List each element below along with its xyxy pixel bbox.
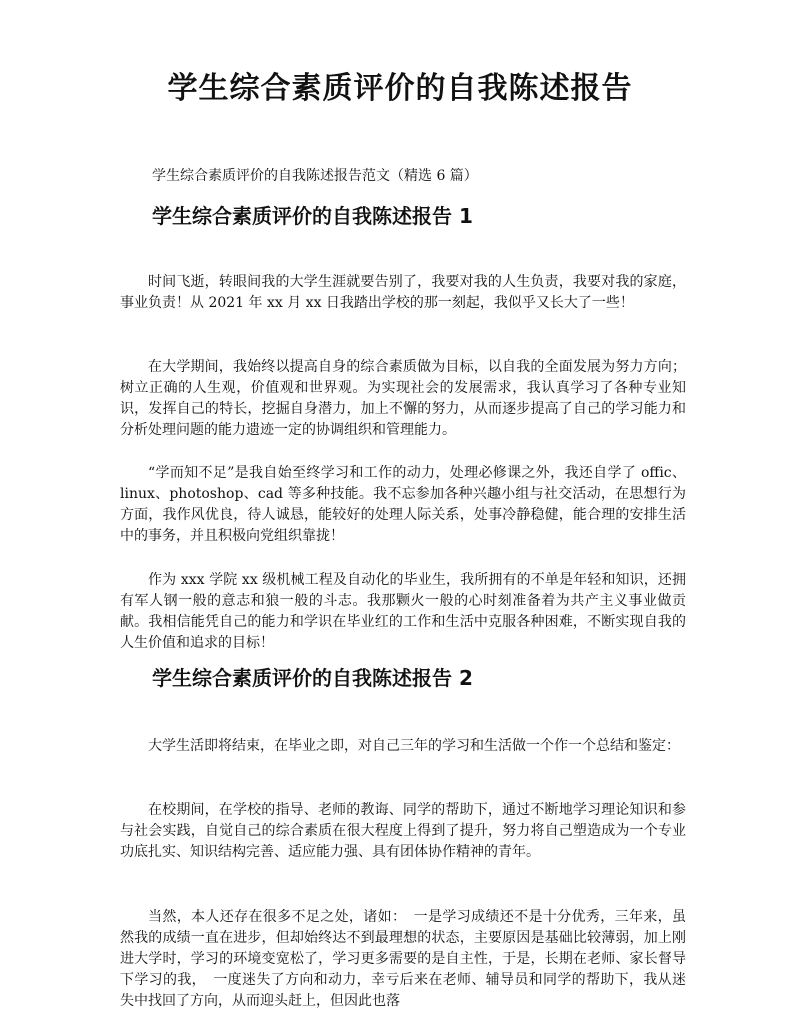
section-1-paragraph-1: 时间飞逝，转眼间我的大学生涯就要告别了，我要对我的人生负责，我要对我的家庭，事业负责！从 2021 年 xx 月 xx 日我踏出学校的那一刻起，我似乎又长大了一些！ [120,274,686,311]
section-1-paragraph-2: 在大学期间，我始终以提高自身的综合素质做为目标，以自我的全面发展为努力方向；树立正确的人生观，价值观和世界观。为实现社会的发展需求，我认真学习了各种专业知识，发挥自己的特长，挖掘自身潜力，加上不懈的努力，从而逐步提高了自己的学习能力和分析处理问题的能力遗迹一定的协调组织和管理能力。 [120,359,686,438]
section-heading-2: 学生综合素质评价的自我陈述报告 2 [152,666,473,690]
document-subtitle: 学生综合素质评价的自我陈述报告范文（精选 6 篇） [152,168,478,184]
section-2-paragraph-3: 当然，本人还存在很多不足之处，诸如： 一是学习成绩还不是十分优秀，三年来，虽然我的成绩一直在进步，但却始终达不到最理想的状态，主要原因是基础比较薄弱，加上刚进大学时，学习的环境变宽松了，学习更多需要的是自主性，于是，长期在老师、家长督导下学习的我， 一度迷失了方向和动力，幸亏后来在老师、辅导员和同学的帮助下，我从迷失中找回了方向，从而迎头赶上，但因此也落 [120,909,686,1009]
section-1-paragraph-3: “学而知不足”是我自始至终学习和工作的动力，处理必修课之外，我还自学了 offic、linux、photoshop、cad 等多种技能。我不忘参加各种兴趣小组与社交活动，在思想行为方面，我作风优良，待人诚恳，能较好的处理人际关系，处事冷静稳健，能合理的安排生活中的事务，并且积极向党组织靠拢！ [120,465,686,544]
section-2-paragraph-2: 在校期间，在学校的指导、老师的教诲、同学的帮助下，通过不断地学习理论知识和参与社会实践，自觉自己的综合素质在很大程度上得到了提升，努力将自己塑造成为一个专业功底扎实、知识结构完善、适应能力强、具有团体协作精神的青年。 [120,802,686,860]
document-title: 学生综合素质评价的自我陈述报告 [167,71,633,106]
section-heading-1: 学生综合素质评价的自我陈述报告 1 [152,204,473,228]
section-1-paragraph-4: 作为 xxx 学院 xx 级机械工程及自动化的毕业生，我所拥有的不单是年轻和知识，还拥有军人钢一般的意志和狼一般的斗志。我那颗火一般的心时刻准备着为共产主义事业做贡献。我相信能凭自己的能力和学识在毕业红的工作和生活中克服各种困难，不断实现自我的人生价值和追求的目标！ [120,572,686,651]
section-2-paragraph-1: 大学生活即将结束，在毕业之即，对自己三年的学习和生活做一个作一个总结和鉴定： [148,738,680,754]
